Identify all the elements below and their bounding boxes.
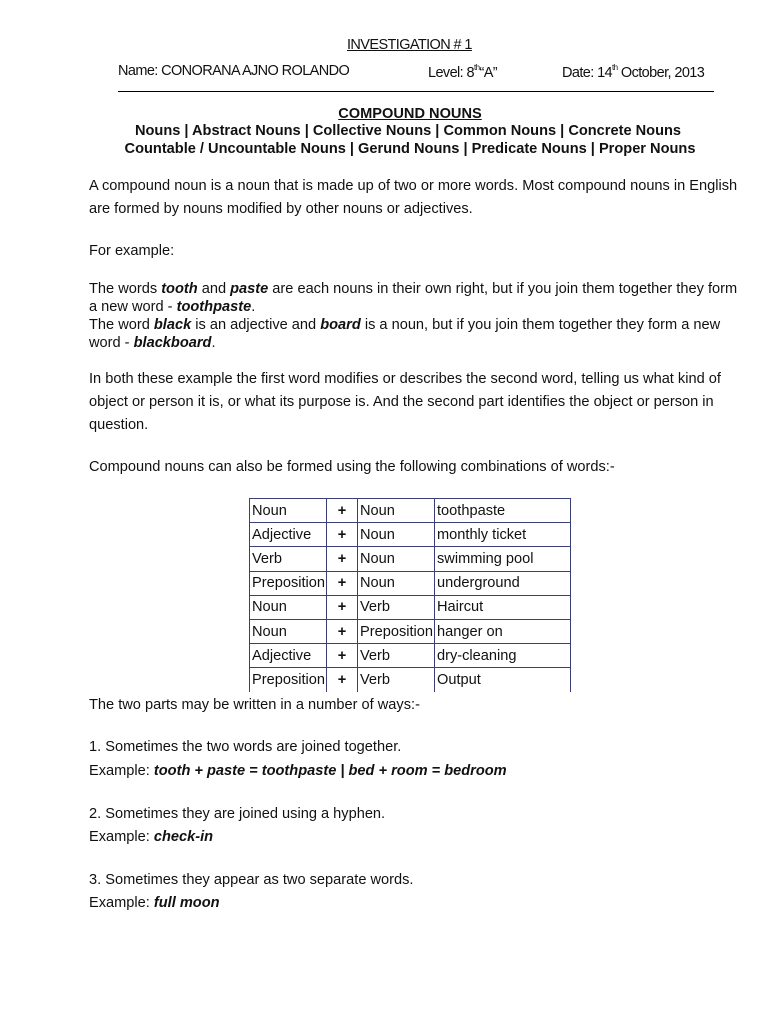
table-cell-example: dry-cleaning xyxy=(435,644,571,668)
table-cell-plus: + xyxy=(327,644,358,668)
table-cell-second-word: Verb xyxy=(358,668,435,692)
table-row xyxy=(250,644,571,668)
document-date: Date: 14th October, 2013 xyxy=(562,63,705,81)
table-cell-second-word: Noun xyxy=(358,571,435,595)
way-3-example: Example: full moon xyxy=(89,895,220,911)
table-cell-example: hanger on xyxy=(435,619,571,643)
way-1: 1. Sometimes the two words are joined together. xyxy=(89,739,402,755)
table-cell-plus: + xyxy=(327,523,358,547)
table-cell-first-word: Adjective xyxy=(250,523,327,547)
table-cell-plus: + xyxy=(327,619,358,643)
table-cell-plus: + xyxy=(327,499,358,523)
header-divider xyxy=(118,91,714,92)
way-2: 2. Sometimes they are joined using a hyphen. xyxy=(89,806,386,822)
table-cell-example: toothpaste xyxy=(435,499,571,523)
table-cell-example: monthly ticket xyxy=(435,523,571,547)
ways-intro: The two parts may be written in a number of ways:- xyxy=(89,697,420,713)
table-cell-plus: + xyxy=(327,547,358,571)
table-cell-plus: + xyxy=(327,668,358,692)
table-cell-example: Output xyxy=(435,668,571,692)
way-2-example: Example: check-in xyxy=(89,829,214,845)
table-cell-first-word: Noun xyxy=(250,499,327,523)
combination-table xyxy=(249,498,571,692)
table-cell-second-word: Noun xyxy=(358,547,435,571)
intro-paragraph: A compound noun is a noun that is made up of two or more words. Most compound nouns in English are formed by nouns modified by other nouns or adjectives. xyxy=(89,178,738,217)
table-row xyxy=(250,619,571,643)
noun-types-line-2: Countable / Uncountable Nouns | Gerund Nouns | Predicate Nouns | Proper Nouns xyxy=(124,141,696,157)
investigation-title: INVESTIGATION # 1 xyxy=(347,37,472,53)
table-row xyxy=(250,499,571,523)
student-name: Name: CONORANA AJNO ROLANDO xyxy=(118,63,350,79)
table-cell-example: Haircut xyxy=(435,595,571,619)
table-row xyxy=(250,523,571,547)
table-row xyxy=(250,668,571,692)
table-cell-second-word: Noun xyxy=(358,499,435,523)
table-cell-first-word: Noun xyxy=(250,619,327,643)
table-cell-second-word: Noun xyxy=(358,523,435,547)
page-title: COMPOUND NOUNS xyxy=(338,106,482,122)
table-cell-first-word: Verb xyxy=(250,547,327,571)
example-blackboard: The word black is an adjective and board is a noun, but if you join them together they form a new word - blackboard. xyxy=(89,317,721,351)
modifier-explanation: In both these example the first word modifies or describes the second word, telling us what kind of object or person it is, or what its purpose is. And the second part identifies the object or person in question. xyxy=(89,371,721,433)
for-example-label: For example: xyxy=(89,243,175,259)
way-3: 3. Sometimes they appear as two separate words. xyxy=(89,872,414,888)
combinations-intro: Compound nouns can also be formed using the following combinations of words:- xyxy=(89,459,615,475)
table-row xyxy=(250,595,571,619)
table-row xyxy=(250,571,571,595)
table-cell-plus: + xyxy=(327,595,358,619)
table-cell-example: swimming pool xyxy=(435,547,571,571)
way-1-example: Example: tooth + paste = toothpaste | bed + room = bedroom xyxy=(89,763,507,779)
table-cell-second-word: Preposition xyxy=(358,619,435,643)
table-cell-first-word: Preposition xyxy=(250,571,327,595)
student-level: Level: 8th“A” xyxy=(428,63,498,81)
table-cell-first-word: Adjective xyxy=(250,644,327,668)
table-cell-first-word: Noun xyxy=(250,595,327,619)
table-cell-second-word: Verb xyxy=(358,644,435,668)
table-cell-example: underground xyxy=(435,571,571,595)
example-toothpaste: The words tooth and paste are each nouns in their own right, but if you join them together they form a new word - toothpaste. xyxy=(89,281,738,315)
table-cell-plus: + xyxy=(327,571,358,595)
table-cell-second-word: Verb xyxy=(358,595,435,619)
noun-types-line-1: Nouns | Abstract Nouns | Collective Nouns | Common Nouns | Concrete Nouns xyxy=(134,123,682,139)
table-row xyxy=(250,547,571,571)
table-cell-first-word: Preposition xyxy=(250,668,327,692)
